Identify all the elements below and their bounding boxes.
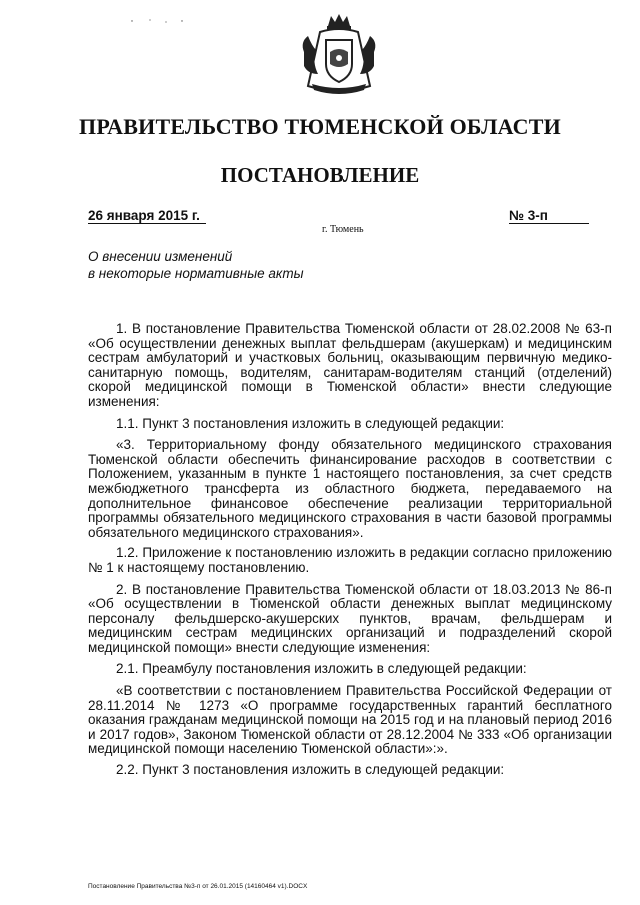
paragraph-2: 2. В постановление Правительства Тюменской области от 18.03.2013 № 86-п «Об осуществлении в Тюменской области денежных выплат медицинскому персоналу фельдшерско-акушерских пунктов, врачам, фельдшерам и медицинским сестрам медицинских организаций и подразделений скорой медицинской помощи» внести следующие изменения:	[88, 581, 612, 655]
document-subject	[88, 248, 304, 282]
paragraph-2-1: 2.1. Преамбулу постановления изложить в следующей редакции:	[116, 661, 527, 677]
government-title: ПРАВИТЕЛЬСТВО ТЮМЕНСКОЙ ОБЛАСТИ	[79, 114, 561, 139]
document-body	[88, 322, 612, 785]
subject-line-1: О внесении изменений	[88, 249, 233, 264]
quote-2: «В соответствии с постановлением Правительства Российской Федерации от 28.11.2014 № 1273 «О программе государственных гарантий бесплатного оказания гражданам медицинской помощи на 2015 год и на плановый период 2016 и 2017 годов», Законом Тюменской области от 28.12.2004 № 333 «Об организации медицинской помощи населению Тюменской области»:».	[88, 683, 612, 757]
footer-file-info: Постановление Правительства №3-п от 26.01.2015 (14160464 v1).DOCX	[88, 883, 308, 890]
document-city: г. Тюмень	[322, 224, 364, 235]
tyumen-coat-of-arms-icon	[298, 12, 380, 96]
paragraph-2-2: 2.2. Пункт 3 постановления изложить в следующей редакции:	[116, 762, 505, 778]
paragraph-1: 1. В постановление Правительства Тюменской области от 28.02.2008 № 63-п «Об осуществлении денежных выплат фельдшерам (акушеркам) и медицинским сестрам амбулаторий и участковых больниц, оказывающим первичную медико-санитарную помощь, водителям, санитарам-водителям станций (отделений) скорой медицинской помощи в Тюменской области» внести следующие изменения:	[88, 321, 612, 409]
quote-1: «3. Территориальному фонду обязательного медицинского страхования Тюменской области обеспечить финансирование расходов в соответствии с Положением, указанным в пункте 1 настоящего постановления, за счет средств межбюджетного трансферта из областного бюджета, передаваемого на дополнительное финансовое обеспечение реализации территориальной программы обязательного медицинского страхования в части базовой программы обязательного медицинского страхования».	[88, 437, 612, 540]
paragraph-1-1: 1.1. Пункт 3 постановления изложить в следующей редакции:	[116, 415, 505, 431]
document-date: 26 января 2015 г.	[88, 208, 206, 224]
document-type-heading: ПОСТАНОВЛЕНИЕ	[220, 163, 420, 187]
paragraph-1-2: 1.2. Приложение к постановлению изложить в редакции согласно приложению № 1 к настоящему постановлению.	[88, 545, 612, 575]
subject-line-2: в некоторые нормативные акты	[88, 266, 304, 281]
scan-noise	[128, 16, 188, 26]
document-number: № 3-п	[509, 208, 589, 224]
